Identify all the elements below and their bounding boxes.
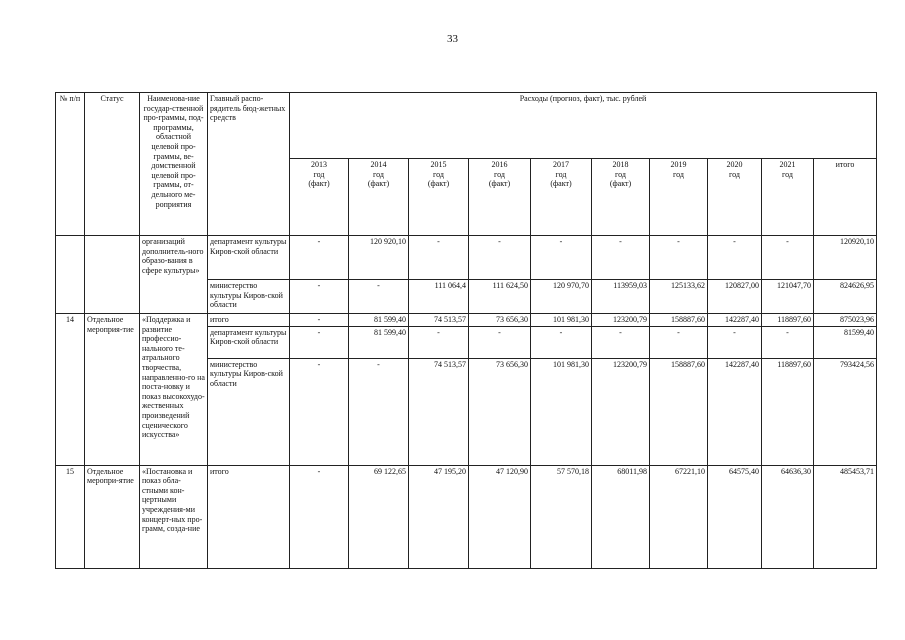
year-2017: 2017 год (факт) [531, 159, 592, 236]
table-row: министерство культуры Киров-ской области - - 111 064,4 111 624,50 120 970,70 113959,03 125133,62 120827,00 121047,70 824626,95 [56, 280, 877, 314]
row14-admin-dept: департамент культуры Киров-ской области [208, 326, 290, 358]
row15-name: «Постановка и показ обла-стными кон-цертными учреждения-ми концерт-ных про-грамм, созда-ние [140, 465, 208, 568]
table-row: департамент культуры Киров-ской области - 81 599,40 - - - - - - - 81599,40 [56, 326, 877, 358]
year-2018: 2018 год (факт) [592, 159, 650, 236]
row15-status: Отдельное меропри-ятие [85, 465, 140, 568]
year-2015: 2015 год (факт) [409, 159, 469, 236]
expenses-table [55, 92, 877, 569]
table-row: министерство культуры Киров-ской области - - 74 513,57 73 656,30 101 981,30 123200,79 158887,60 142287,40 118897,60 793424,56 [56, 358, 877, 465]
year-2014: 2014 год (факт) [349, 159, 409, 236]
header-name: Наименова-ние государ-ственной про-граммы, под-программы, областной целевой про-граммы, ве-домственной целевой про-граммы, от-дельного ме-роприятия [140, 93, 208, 236]
year-2019: 2019 год [650, 159, 708, 236]
header-expenses: Расходы (прогноз, факт), тыс. рублей [290, 93, 877, 159]
header-status: Статус [85, 93, 140, 236]
row14-no: 14 [56, 314, 85, 466]
row15-no: 15 [56, 465, 85, 568]
table-row: организаций дополнитель-ного образо-вания в сфере культуры» департамент культуры Киров-ской области - 120 920,10 - - - - - - - 120920,10 [56, 236, 877, 280]
year-2016: 2016 год (факт) [469, 159, 531, 236]
table-row: 14 Отдельное мероприя-тие «Поддержка и развитие профессио-нального те-атрального творчества, направленно-го на поста-новку и показ высокохудо-жественных произведений сценического искусства» итого - 81 599,40 74 513,57 73 656,30 101 981,30 123200,79 158887,60 142287,40 118897,60 875023,96 [56, 314, 877, 327]
header-total: итого [814, 159, 877, 236]
table-row: 15 Отдельное меропри-ятие «Постановка и показ обла-стными кон-цертными учреждения-ми концерт-ных про-грамм, созда-ние итого - 69 122,65 47 195,20 47 120,90 57 570,18 68011,98 67221,10 64575,40 64636,30 485453,71 [56, 465, 877, 568]
cont-name: организаций дополнитель-ного образо-вания в сфере культуры» [140, 236, 208, 314]
row15-admin-total: итого [208, 465, 290, 568]
cont-admin-2: министерство культуры Киров-ской области [208, 280, 290, 314]
row14-name: «Поддержка и развитие профессио-нального те-атрального творчества, направленно-го на поста-новку и показ высокохудо-жественных произведений сценического искусства» [140, 314, 208, 466]
row14-status: Отдельное мероприя-тие [85, 314, 140, 466]
header-no: № п/п [56, 93, 85, 236]
row14-admin-total: итого [208, 314, 290, 327]
row14-admin-ministry: министерство культуры Киров-ской области [208, 358, 290, 465]
year-2013: 2013 год (факт) [290, 159, 349, 236]
header-row-1 [56, 93, 877, 159]
header-admin: Главный распо-рядитель бюд-жетных средств [208, 93, 290, 236]
year-2020: 2020 год [708, 159, 762, 236]
page-number: 33 [447, 33, 458, 45]
year-2021: 2021 год [762, 159, 814, 236]
cont-admin-1: департамент культуры Киров-ской области [208, 236, 290, 280]
